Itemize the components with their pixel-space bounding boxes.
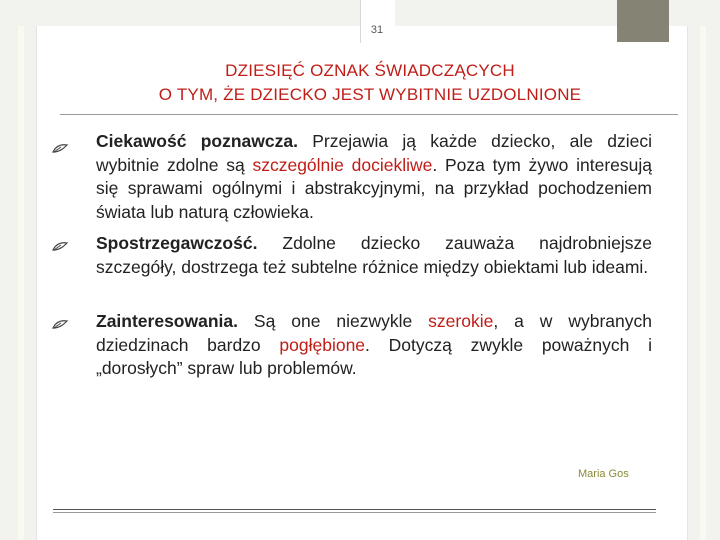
bullet-text-3a: Są one niezwykle xyxy=(238,311,429,331)
leaf-bullet-icon xyxy=(52,240,68,252)
bullet-paragraph-2 xyxy=(96,232,652,279)
title-divider xyxy=(60,114,678,115)
bullet-text-2a: Zdolne dziecko zauważa najdrobniejsze szczegóły, dostrzega też subtelne różnice między obiektami lub ideami. xyxy=(96,233,652,277)
bullet-highlight-1: szczególnie dociekliwe xyxy=(252,154,433,175)
bullet-text-1b: . Poza tym żywo interesują się sprawami ogólnymi i abstrakcyjnymi, na przykład pochodzeniem świata lub naturą człowieka. xyxy=(96,154,652,222)
slide-number-box xyxy=(360,0,395,43)
leaf-bullet-icon xyxy=(52,142,68,154)
left-accent-strip xyxy=(18,26,24,540)
slide-number: 31 xyxy=(370,24,384,36)
bullet-lead-3: Zainteresowania. xyxy=(96,311,238,331)
right-accent-strip xyxy=(700,26,706,540)
bullet-paragraph-1 xyxy=(96,130,652,224)
author-credit: Maria Gos xyxy=(578,468,629,480)
slide-title-line1: DZIESIĘĆ OZNAK ŚWIADCZĄCYCH xyxy=(225,61,515,80)
bullet-highlight-3a: szerokie xyxy=(428,311,494,331)
corner-decoration xyxy=(617,0,669,42)
leaf-bullet-icon xyxy=(52,318,68,330)
bullet-paragraph-3 xyxy=(96,310,652,381)
bullet-text-3c: . Dotyczą zwykle poważnych i „dorosłych” spraw lub problemów. xyxy=(96,334,652,378)
bullet-highlight-3b: pogłębione xyxy=(279,334,366,355)
bottom-divider-2 xyxy=(53,512,656,513)
bottom-divider-1 xyxy=(53,509,656,510)
bullet-text-3b: , a w wybranych dziedzinach bardzo xyxy=(96,311,652,355)
slide-title-line2: O TYM, ŻE DZIECKO JEST WYBITNIE UZDOLNIONE xyxy=(158,85,582,104)
bullet-text-1a: Przejawia ją każde dziecko, ale dzieci wybitnie zdolne są xyxy=(96,131,652,175)
bullet-lead-1: Ciekawość poznawcza. xyxy=(96,131,298,151)
bullet-lead-2: Spostrzegawczość. xyxy=(96,233,258,253)
